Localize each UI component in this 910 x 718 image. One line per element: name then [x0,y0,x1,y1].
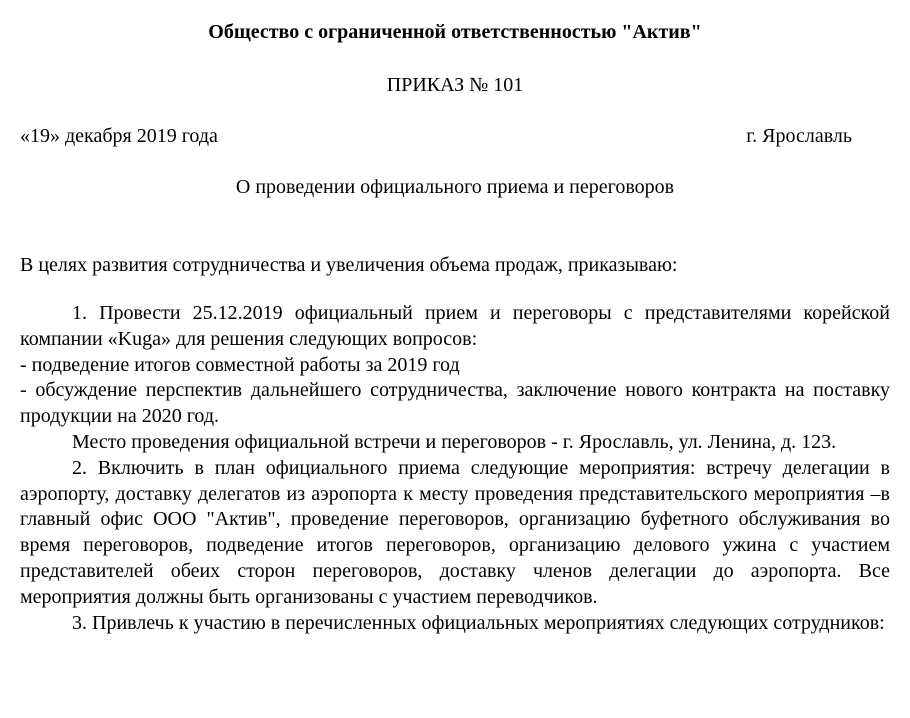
paragraph-item-2: 2. Включить в план официального приема следующие мероприятия: встречу делегации в аэропорту, доставку делегатов из аэропорта к месту проведения представительского мероприятия –в главный офис ООО "Актив", проведение переговоров, организацию буфетного обслуживания во время переговоров, подведение итогов переговоров, организацию делового ужина с участием представителей обеих сторон переговоров, доставку членов делегации до аэропорта. Все мероприятия должны быть организованы с участием переводчиков. [20,456,890,608]
paragraph-meeting-place: Место проведения официальной встречи и переговоров - г. Ярославль, ул. Ленина, д. 123. [72,430,837,453]
order-city: г. Ярославль [746,125,852,147]
order-subject: О проведении официального приема и переговоров [235,176,675,198]
paragraph-bullet-2: - обсуждение перспектив дальнейшего сотрудничества, заключение нового контракта на поставку продукции на 2020 год. [20,379,890,428]
paragraph-item-1: 1. Провести 25.12.2019 официальный прием и переговоры с представителями корейской компании «Kuga» для решения следующих вопросов: [20,302,890,350]
order-title: ПРИКАЗ № 101 [386,74,524,96]
order-body [20,301,890,636]
paragraph-bullet-1: - подведение итогов совместной работы за 2019 год [20,353,460,376]
paragraph-item-3: 3. Привлечь к участию в перечисленных официальных мероприятиях следующих сотрудников: [72,611,885,634]
order-preamble: В целях развития сотрудничества и увеличения объема продаж, приказываю: [20,254,678,276]
organization-name: Общество с ограниченной ответственностью "Актив" [208,21,702,43]
order-date: «19» декабря 2019 года [20,125,218,147]
